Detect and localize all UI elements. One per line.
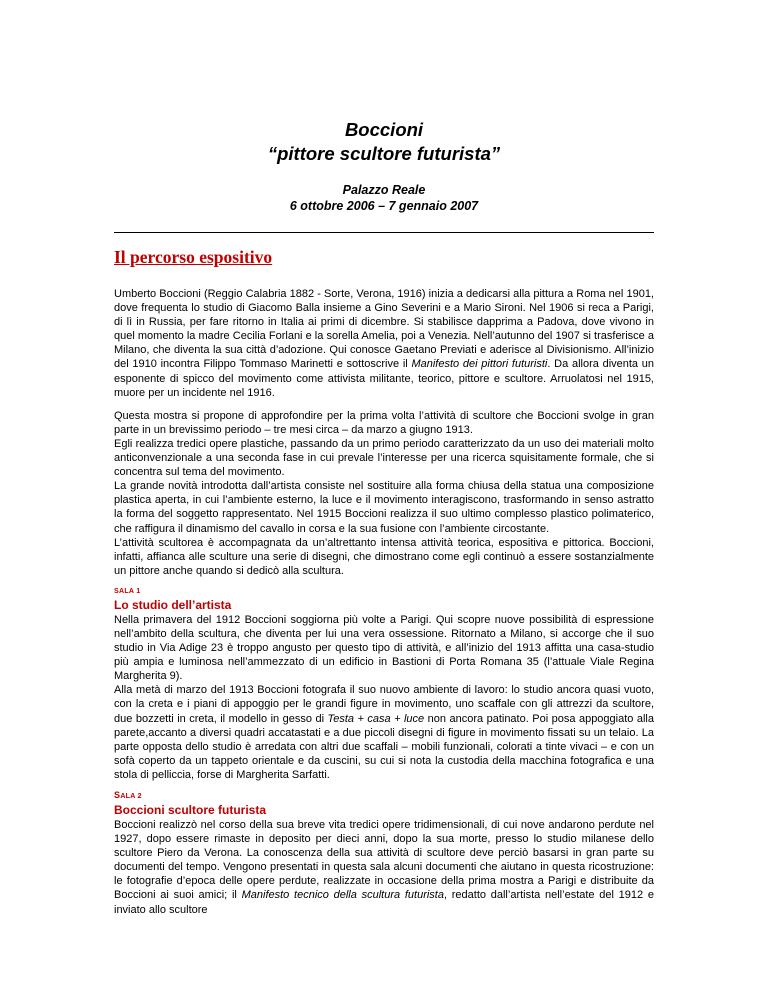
intro-paragraph-1: Umberto Boccioni (Reggio Calabria 1882 - Sorte, Verona, 1916) inizia a dedicarsi alla pittura a Roma nel 1901, dove frequenta lo studio di Giacomo Balla insieme a Gino Severini e a Mario Sironi. Nel 1906 si reca a Parigi, di lì in Russia, per fare ritorno in Italia ai primi di dicembre. Si stabilisce dapprima a Padova, dove vivono in quel momento la madre Cecilia Forlani e la sorella Amelia, poi a Venezia. Nell’autunno del 1907 si trasferisce a Milano, che diventa la sua città d’adozione. Qui conosce Gaetano Previati e aderisce al Divisionismo. All’inizio del 1910 incontra Filippo Tommaso Marinetti e sottoscrive il Manifesto dei pittori futuristi. Da allora diventa un esponente di spicco del movimento come attivista militante, teorico, pittore e scultore. Arruolatosi nel 1915, muore per un incidente nel 1916.: [114, 288, 655, 399]
title-block: [0, 118, 768, 166]
document-title: Boccioni: [344, 119, 424, 140]
sala-2-title: Boccioni scultore futurista: [114, 803, 267, 817]
sala-1-paragraph-2: Alla metà di marzo del 1913 Boccioni fotografa il suo nuovo ambiente di lavoro: lo studio ancora quasi vuoto, con la creta e i piani di appoggio per le grandi figure in movimento, uno scaffale con gli attrezzi da scultore, due bozzetti in creta, il modello in gesso di Testa + casa + luce non ancora patinato. Poi posa appoggiato alla parete,accanto a diversi quadri accatastati e a due piccoli disegni di figure in movimento fissati su un telaio. La parte opposta dello studio è arredata con altri due scaffali – mobili funzionali, colorati a tinte vivaci – e con un sofà coperto da un tappeto orientale e da cuscini, su cui si nota la custodia della macchina fotografica e una stola di pelliccia, forse di Margherita Sarfatti.: [114, 684, 654, 781]
sala-1-paragraph-1: Nella primavera del 1912 Boccioni soggiorna più volte a Parigi. Qui scopre nuove possibilità di espressione nell’ambito della scultura, che diventa per lui una vera ossessione. Ritornato a Milano, si accorge che il suo studio in Via Adige 23 è troppo angusto per questo tipo di attività, e all’inizio del 1913 affitta una casa-studio più ampia e luminosa nell’ammezzato di un edificio in Bastioni di Porta Romana 35 (l’attuale Viale Regina Margherita 9).: [114, 613, 654, 683]
sala-2-label: SALA 2: [114, 790, 142, 800]
intro-paragraph-5: L’attività scultorea è accompagnata da un’altrettanto intensa attività teorica, espositiva e pittorica. Boccioni, infatti, affianca alle sculture una serie di disegni, che dimostrano come egli continuò a essere sostanzialmente un pittore anche quando si dedicò alla scultura.: [114, 536, 654, 577]
content: [114, 287, 654, 917]
sala-1-label: SALA 1: [114, 587, 141, 595]
intro-paragraph-2: Questa mostra si propone di approfondire per la prima volta l’attività di scultore che Boccioni svolge in gran parte in un brevissimo periodo – tre mesi circa – da marzo a giugno 1913.: [114, 409, 654, 436]
divider: [114, 232, 654, 233]
document-subtitle: “pittore scultore futurista”: [267, 143, 501, 164]
section-heading: Il percorso espositivo: [114, 247, 273, 267]
sala-2-paragraph-1: Boccioni realizzò nel corso della sua breve vita tredici opere tridimensionali, di cui nove andarono perdute nel 1927, dopo essere rimaste in deposito per dieci anni, dopo la sua morte, presso lo studio milanese dello scultore Piero da Verona. La conoscenza della sua attività di scultore deve perciò basarsi in gran parte su documenti del tempo. Vengono presentati in questa sala alcuni documenti che aiutano in questa ricostruzione: le fotografie d’epoca delle opere perdute, realizzate in occasione della prima mostra a Parigi e distribuite da Boccioni ai suoi amici; il Manifesto tecnico della scultura futurista, redatto dall’artista nell’estate del 1912 e inviato allo scultore: [114, 819, 655, 916]
exhibition-dates: 6 ottobre 2006 – 7 gennaio 2007: [289, 199, 479, 213]
intro-paragraph-3: Egli realizza tredici opere plastiche, passando da un primo periodo caratterizzato da un uso dei materiali molto anticonvenzionale a una seconda fase in cui prevale l’interesse per una ricerca squisitamente formale, che si concentra sul tema del movimento.: [114, 437, 654, 479]
intro-paragraph-4: La grande novità introdotta dall’artista consiste nel sostituire alla forma chiusa della statua una composizione plastica aperta, in cui l’ambiente esterno, la luce e il movimento interagiscono, trasformando in senso astratto la forma del soggetto rappresentato. Nel 1915 Boccioni realizza il suo ultimo complesso plastico polimaterico, che raffigura il dinamismo del cavallo in corsa e la sua fusione con l’ambiente circostante.: [114, 480, 654, 535]
venue: Palazzo Reale: [342, 183, 426, 197]
sala-1-title: Lo studio dell’artista: [114, 597, 232, 612]
venue-block: [0, 182, 768, 214]
